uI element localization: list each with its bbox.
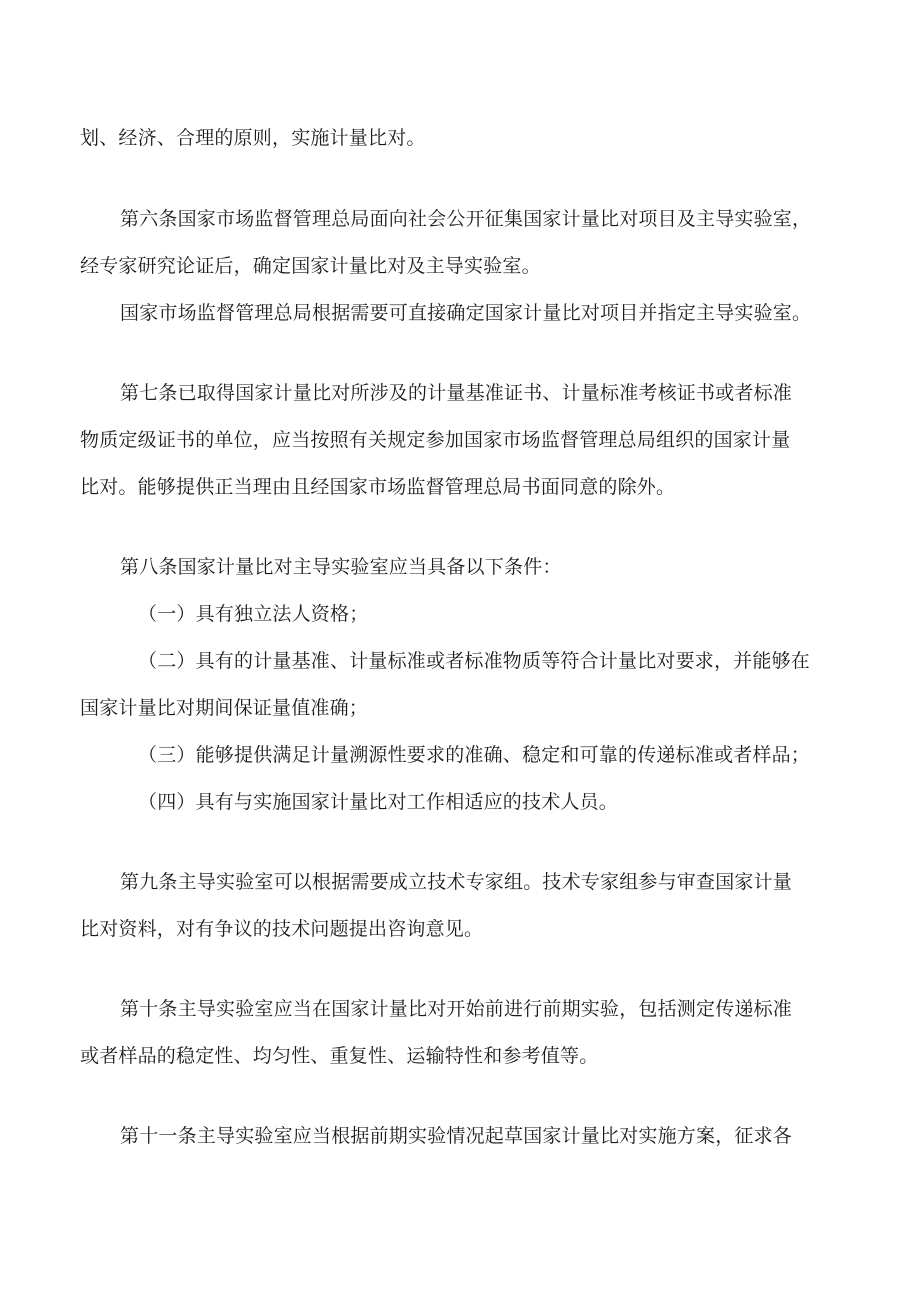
text-line-article8-item2-2: 国家计量比对期间保证量值准确； (80, 697, 369, 719)
text-line-article8-item4: （四）具有与实施国家计量比对工作相适应的技术人员。 (138, 791, 619, 813)
text-line-article7-2: 物质定级证书的单位，应当按照有关规定参加国家市场监督管理总局组织的国家计量 (80, 429, 791, 451)
text-line-article11-1: 第十一条主导实验室应当根据前期实验情况起草国家计量比对实施方案，征求各 (120, 1125, 793, 1147)
text-line-article10-2: 或者样品的稳定性、均匀性、重复性、运输特性和参考值等。 (80, 1045, 599, 1067)
text-line-article6-1: 第六条国家市场监督管理总局面向社会公开征集国家计量比对项目及主导实验室， (120, 208, 812, 230)
text-line-article6-2: 经专家研究论证后，确定国家计量比对及主导实验室。 (80, 255, 541, 277)
text-line-article7-1: 第七条已取得国家计量比对所涉及的计量基准证书、计量标准考核证书或者标准 (120, 382, 793, 404)
text-line-article5-end: 划、经济、合理的原则，实施计量比对。 (80, 127, 426, 149)
text-line-article9-2: 比对资料，对有争议的技术问题提出咨询意见。 (80, 918, 484, 940)
text-line-article6-3: 国家市场监督管理总局根据需要可直接确定国家计量比对项目并指定主导实验室。 (120, 302, 812, 324)
text-line-article8-item3: （三）能够提供满足计量溯源性要求的准确、稳定和可靠的传递标准或者样品； (138, 744, 811, 766)
text-line-article9-1: 第九条主导实验室可以根据需要成立技术专家组。技术专家组参与审查国家计量 (120, 871, 793, 893)
text-line-article8-item1: （一）具有独立法人资格； (138, 603, 369, 625)
text-line-article8-1: 第八条国家计量比对主导实验室应当具备以下条件： (120, 556, 562, 578)
text-line-article10-1: 第十条主导实验室应当在国家计量比对开始前进行前期实验，包括测定传递标准 (120, 998, 793, 1020)
text-line-article7-3: 比对。能够提供正当理由且经国家市场监督管理总局书面同意的除外。 (80, 476, 676, 498)
text-line-article8-item2-1: （二）具有的计量基准、计量标准或者标准物质等符合计量比对要求，并能够在 (138, 650, 811, 672)
